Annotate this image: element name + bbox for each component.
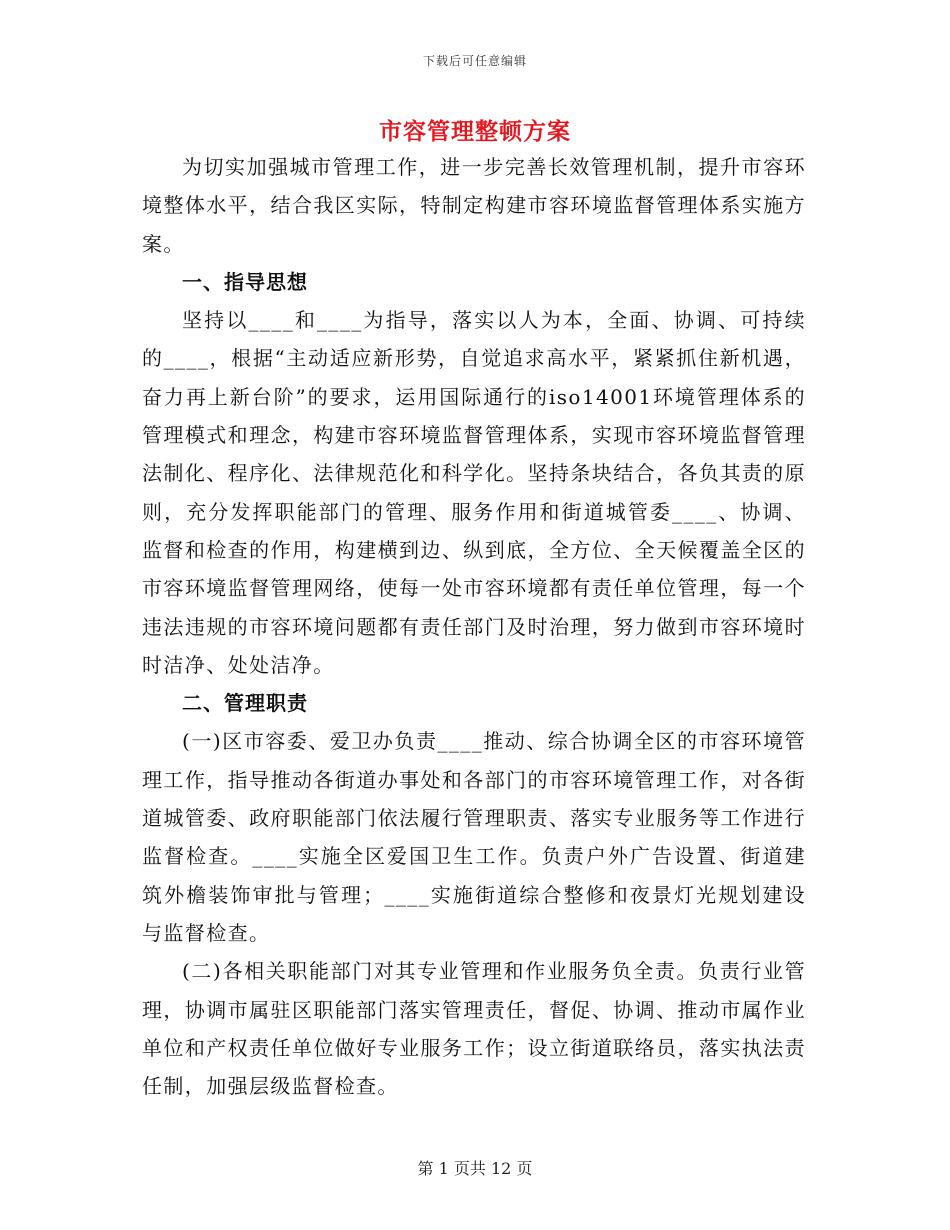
page-footer: 第 1 页共 12 页 — [417, 1159, 533, 1178]
section-2-paragraph-1: (一)区市容委、爱卫办负责____推动、综合协调全区的市容环境管理工作，指导推动各街道办事处和各部门的市容环境管理工作，对各街道城管委、政府职能部门依法履行管理职责、落实专业服务等工作进行监督检查。____实施全区爱国卫生工作。负责户外广告设置、街道建筑外檐装饰审批与管理；____实施街道综合整修和夜景灯光规划建设与监督检查。 — [142, 729, 806, 945]
document-body — [142, 148, 806, 1105]
header-note: 下载后可任意编辑 — [422, 54, 527, 68]
intro-paragraph: 为切实加强城市管理工作，进一步完善长效管理机制，提升市容环境整体水平，结合我区实际，特制定构建市容环境监督管理体系实施方案。 — [142, 155, 806, 256]
document-title: 市容管理整顿方案 — [379, 118, 571, 145]
section-2-paragraph-2: (二)各相关职能部门对其专业管理和作业服务负全责。负责行业管理，协调市属驻区职能部门落实管理责任，督促、协调、推动市属作业单位和产权责任单位做好专业服务工作；设立街道联络员，落实执法责任制，加强层级监督检查。 — [142, 959, 806, 1099]
section-1-heading: 一、指导思想 — [182, 269, 308, 294]
section-1-paragraph: 坚持以____和____为指导，落实以人为本，全面、协调、可持续的____，根据“主动适应新形势，自觉追求高水平，紧紧抓住新机遇，奋力再上新台阶”的要求，运用国际通行的iso14001环境管理体系的管理模式和理念，构建市容环境监督管理体系，实现市容环境监督管理法制化、程序化、法律规范化和科学化。坚持条块结合，各负其责的原则，充分发挥职能部门的管理、服务作用和街道城管委____、协调、监督和检查的作用，构建横到边、纵到底，全方位、全天候覆盖全区的市容环境监督管理网络，使每一处市容环境都有责任单位管理，每一个违法违规的市容环境问题都有责任部门及时治理，努力做到市容环境时时洁净、处处洁净。 — [142, 308, 806, 677]
section-2-heading: 二、管理职责 — [182, 691, 308, 716]
